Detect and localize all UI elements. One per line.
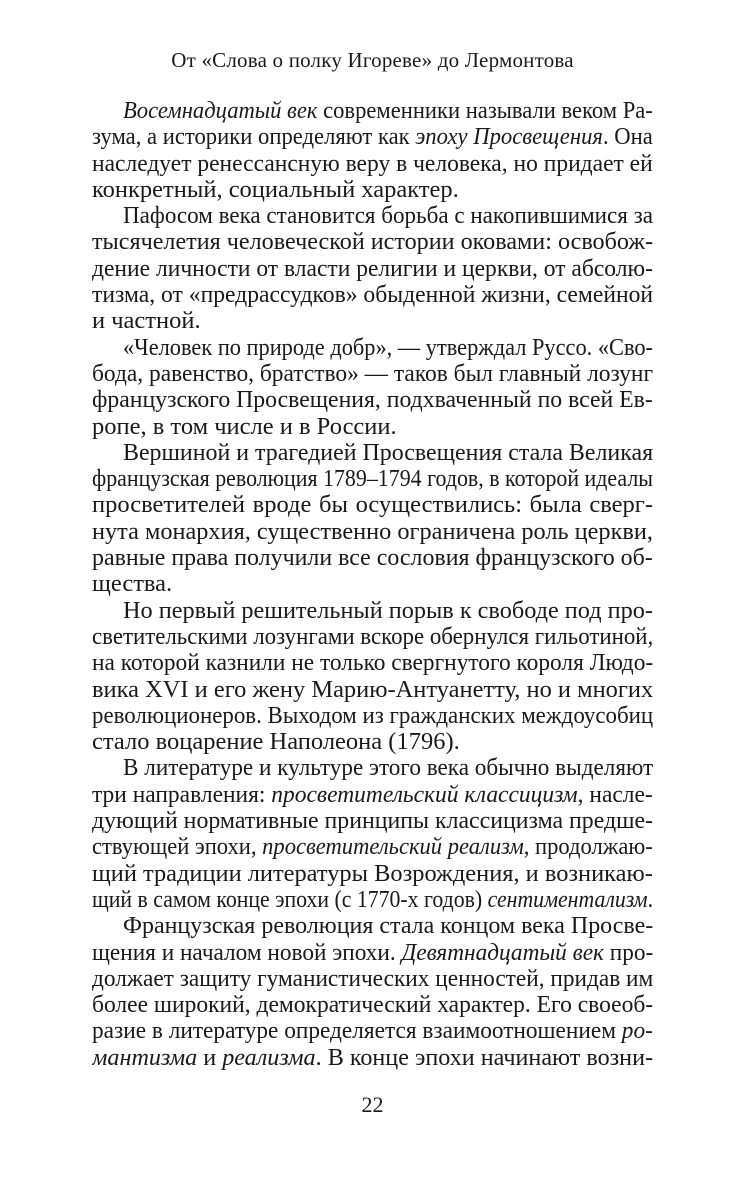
body-text (92, 98, 653, 1071)
text-line (92, 151, 653, 177)
text-run: про- (603, 939, 653, 966)
paragraph (92, 98, 653, 203)
text-line (92, 124, 653, 150)
condensed-run (123, 598, 653, 624)
italic-term: ро- (621, 1018, 653, 1045)
condensed-run (92, 124, 653, 150)
text-line (92, 834, 653, 860)
condensed-run (92, 151, 653, 177)
text-line (92, 1018, 653, 1044)
page-number: 22 (361, 1092, 384, 1117)
text-line (92, 861, 653, 887)
text-run: щий в самом конце эпохи (с 1770-х годов) (92, 886, 488, 913)
condensed-run (92, 650, 653, 676)
condensed-run (92, 1018, 653, 1044)
condensed-run (92, 256, 653, 282)
text-line (92, 98, 653, 124)
condensed-run (92, 834, 653, 860)
text-line (92, 992, 653, 1018)
text-line (92, 256, 653, 282)
italic-term: реализма (222, 1044, 316, 1071)
condensed-run (92, 545, 653, 571)
text-run: стало воцарение Наполеона (1796). (92, 729, 460, 756)
condensed-run (123, 335, 653, 361)
paragraph (92, 598, 653, 756)
paragraph (92, 913, 653, 1071)
paragraph (92, 203, 653, 334)
text-run: три направления: (92, 781, 272, 808)
text-line (92, 203, 653, 229)
condensed-run (92, 624, 653, 650)
text-run: бода, равенство, братство» — таков был главный лозунг (92, 360, 653, 387)
text-run: тысячелетия человеческой истории оковами: освобож- (92, 229, 653, 256)
italic-term: Девятнадцатый век (401, 939, 604, 966)
condensed-run (92, 387, 653, 413)
text-run: на которой казнили не только свергнутого короля Людо- (92, 650, 653, 677)
text-run: светительскими лозунгами вскоре обернулся гильотиной, (92, 623, 653, 650)
text-line (92, 308, 653, 334)
paragraph (92, 335, 653, 440)
condensed-run (92, 887, 653, 913)
text-line (92, 361, 653, 387)
text-run: щения и началом новой эпохи. (92, 939, 402, 966)
text-run: французская революция 1789–1794 годов, в которой идеалы (92, 466, 653, 493)
condensed-run (92, 808, 653, 834)
text-run: тизма, от «предрассудков» обыденной жизни, семейной (92, 282, 653, 309)
text-line (92, 492, 653, 518)
paragraph (92, 440, 653, 598)
text-line (92, 913, 653, 939)
text-line (92, 1045, 653, 1071)
paragraph (92, 755, 653, 913)
text-line (92, 545, 653, 571)
italic-term: эпоху Просвещения (415, 124, 603, 151)
text-run: конкретный, социальный характер. (92, 176, 459, 203)
running-header: От «Слова о полку Игореве» до Лермонтова (171, 48, 574, 72)
text-line (92, 571, 653, 597)
text-run: разие в литературе определяется взаимоотношением (92, 1018, 622, 1045)
text-run: и (197, 1044, 223, 1071)
text-line (92, 650, 653, 676)
condensed-run (123, 913, 653, 939)
text-run: . В конце эпохи начинают возни- (315, 1044, 653, 1071)
condensed-run (92, 992, 653, 1018)
italic-term: Восемнадцатый век (123, 98, 318, 124)
text-line (92, 729, 653, 755)
text-run: нута монархия, существенно ограничена роль церкви, (92, 518, 653, 545)
text-run: Французская революция стала концом века Просве- (123, 913, 653, 940)
text-run: , насле- (577, 781, 653, 808)
text-run: вика XVI и его жену Марию-Антуанетту, но и многих (92, 676, 653, 703)
condensed-run (92, 966, 653, 992)
text-line (92, 387, 653, 413)
text-run: ствующей эпохи, (92, 834, 263, 861)
text-run: наследует ренессансную веру в человека, но придает ей (92, 150, 653, 177)
text-line (92, 966, 653, 992)
text-run: ропе, в том числе и в России. (92, 413, 397, 440)
condensed-run (92, 282, 653, 308)
condensed-run (92, 519, 653, 545)
text-line (92, 519, 653, 545)
italic-term: мантизма (92, 1044, 198, 1071)
text-line (92, 282, 653, 308)
text-run: дующий нормативные принципы классицизма предше- (92, 808, 653, 835)
text-run: «Человек по природе добр», — утверждал Руссо. «Сво- (123, 334, 653, 361)
text-run: В литературе и культуре этого века обычно выделяют (123, 755, 653, 782)
text-line (92, 466, 653, 492)
condensed-run (92, 861, 653, 887)
condensed-run (123, 203, 653, 229)
italic-term: просветительский реализм (262, 834, 524, 861)
text-line (92, 808, 653, 834)
text-run: должает защиту гуманистических ценностей, придав им (92, 965, 653, 992)
text-run: . (647, 886, 653, 913)
condensed-run (123, 755, 653, 781)
text-line (92, 677, 653, 703)
text-run: современники называли веком Ра- (317, 98, 653, 124)
text-line (92, 940, 653, 966)
condensed-run (92, 703, 653, 729)
text-line (92, 755, 653, 781)
text-run: щий традиции литературы Возрождения, и возникаю- (92, 860, 653, 887)
text-run: и частной. (92, 308, 201, 335)
condensed-run (92, 1045, 653, 1071)
condensed-run (92, 229, 653, 255)
text-run: революционеров. Выходом из гражданских междоусобиц (92, 702, 653, 729)
text-line (92, 177, 653, 203)
text-run: дение личности от власти религии и церкви, от абсолю- (92, 255, 653, 282)
text-line (92, 414, 653, 440)
text-run: Но первый решительный порыв к свободе под про- (123, 597, 653, 624)
text-line (92, 887, 653, 913)
text-line (92, 624, 653, 650)
text-line (92, 440, 653, 466)
condensed-run (92, 782, 653, 808)
text-run: щества. (92, 571, 173, 598)
condensed-run (123, 440, 653, 466)
text-run: просветителей вроде бы осуществились: была сверг- (92, 492, 653, 519)
text-line (92, 335, 653, 361)
text-line (92, 598, 653, 624)
condensed-run (92, 677, 653, 703)
text-run: Вершиной и трагедией Просвещения стала Великая (123, 439, 653, 466)
condensed-run (92, 361, 653, 387)
text-run: Пафосом века становится борьба с накопившимися за (123, 203, 653, 230)
text-run: более широкий, демократический характер. Его своеоб- (92, 992, 653, 1019)
text-run: зума, а историки определяют как (92, 124, 416, 151)
text-line (92, 782, 653, 808)
text-run: , продолжаю- (523, 834, 653, 861)
text-line (92, 229, 653, 255)
text-line (92, 703, 653, 729)
condensed-run (123, 98, 653, 124)
text-run: равные права получили все сословия французского об- (92, 545, 653, 572)
italic-term: просветительский классицизм (271, 781, 578, 808)
italic-term: сентиментализм (487, 886, 648, 913)
condensed-run (92, 466, 653, 492)
text-run: . Она (602, 124, 653, 151)
condensed-run (92, 940, 653, 966)
text-run: французского Просвещения, подхваченный по всей Ев- (92, 387, 653, 414)
